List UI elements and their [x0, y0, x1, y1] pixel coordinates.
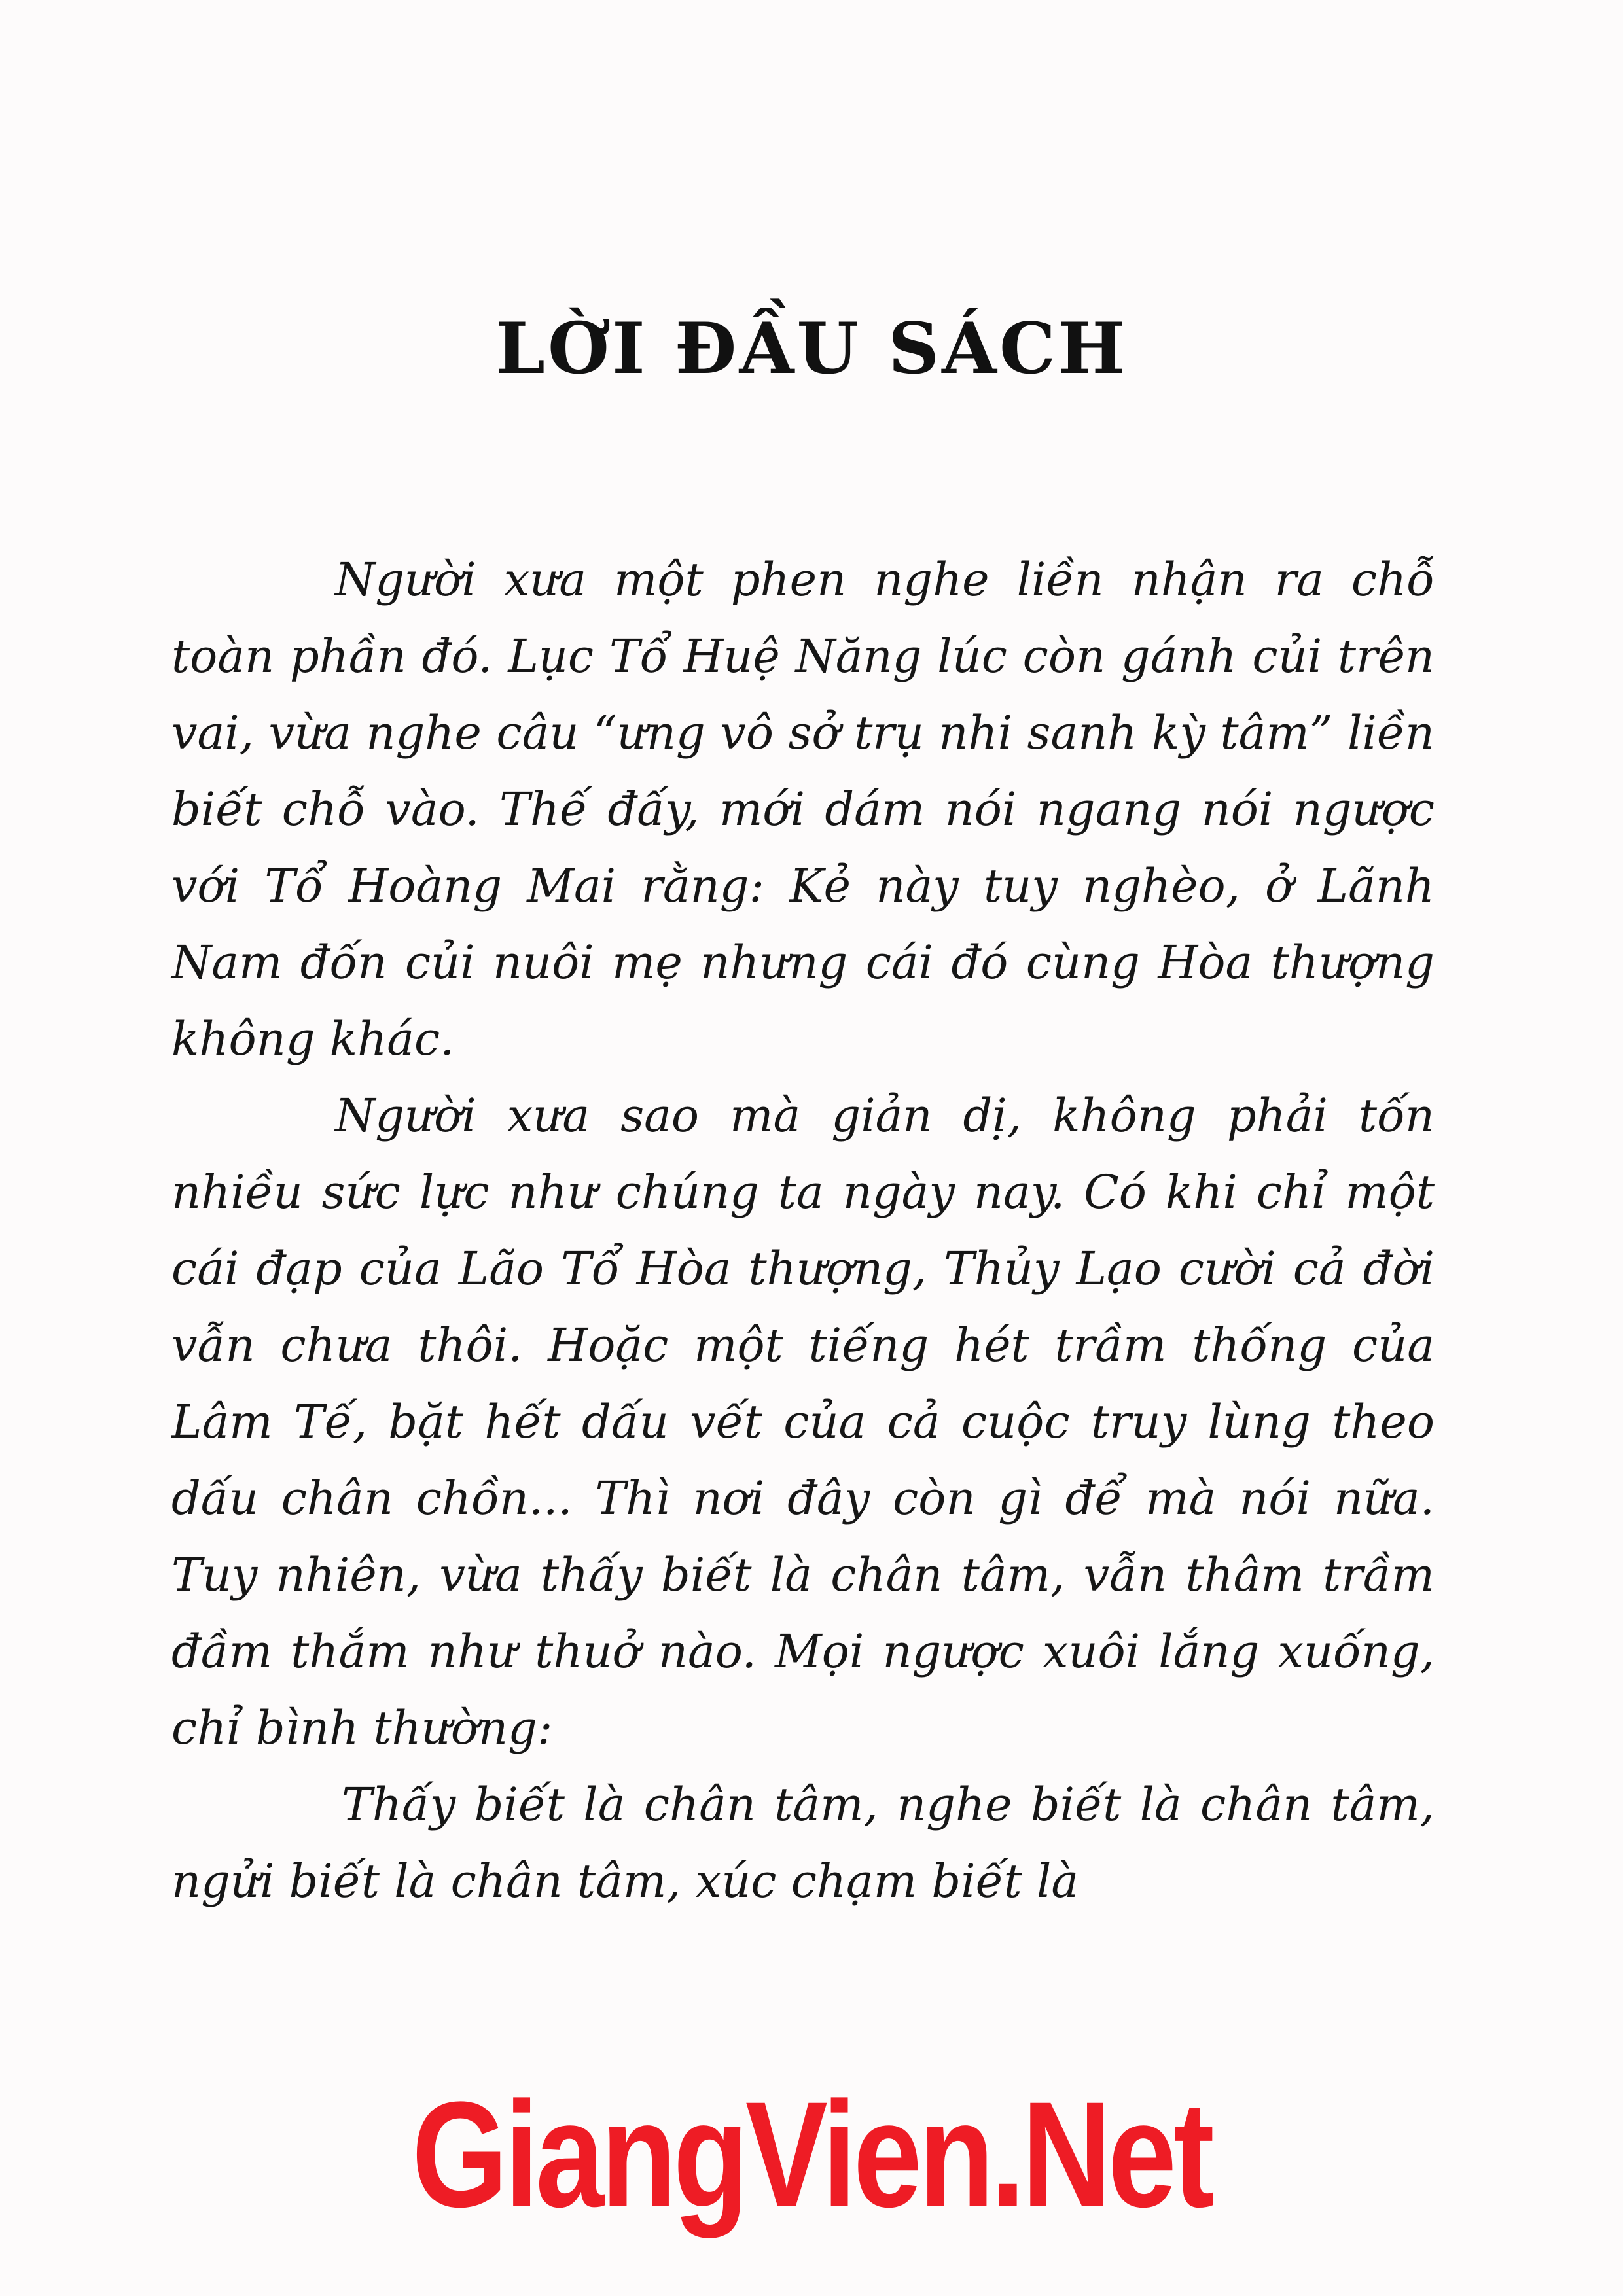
page-title: LỜI ĐẦU SÁCH — [495, 308, 1128, 390]
paragraph-1: Người xưa một phen nghe liền nhận ra chỗ toàn phần đó. Lục Tổ Huệ Năng lúc còn gánh củi trên vai, vừa nghe câu “ưng vô sở trụ nhi sanh kỳ tâm” liền biết chỗ vào. Thế đấy, mới dám nói ngang nói ngược với Tổ Hoàng Mai rằng: Kẻ này tuy nghèo, ở Lãnh Nam đốn củi nuôi mẹ nhưng cái đó cùng Hòa thượng không khác. — [171, 553, 1435, 1066]
body-text — [171, 542, 1435, 1920]
paragraph-3: Thấy biết là chân tâm, nghe biết là chân tâm, ngửi biết là chân tâm, xúc chạm biết là — [171, 1778, 1435, 1908]
paragraph-2: Người xưa sao mà giản dị, không phải tốn nhiều sức lực như chúng ta ngày nay. Có khi chỉ một cái đạp của Lão Tổ Hòa thượng, Thủy Lạo cười cả đời vẫn chưa thôi. Hoặc một tiếng hét trầm thống của Lâm Tế, bặt hết dấu vết của cả cuộc truy lùng theo dấu chân chồn... Thì nơi đây còn gì để mà nói nữa. Tuy nhiên, vừa thấy biết là chân tâm, vẫn thâm trầm đầm thắm như thuở nào. Mọi ngược xuôi lắng xuống, chỉ bình thường: — [171, 1089, 1435, 1755]
watermark-logo: GiangVien.Net — [412, 2070, 1211, 2238]
